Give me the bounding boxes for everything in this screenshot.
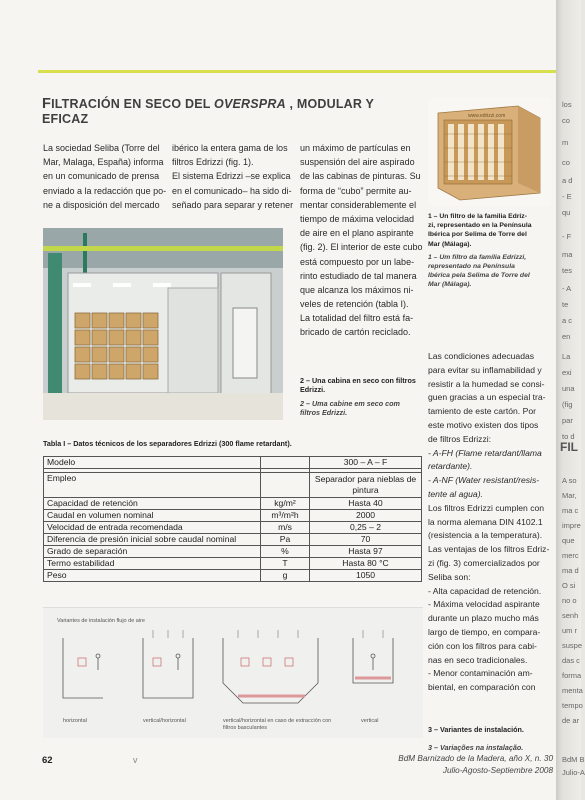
table-row: Capacidad de retención kg/m² Hasta 40 [44,498,422,510]
figure-2-caption: 2 – Una cabina en seco con filtros Edrizzi. 2 – Uma cabine em seco com filtros Edrizzi. [300,376,416,418]
table-row: Velocidad de entrada recomendada m/s 0,25 – 2 [44,522,422,534]
footer-mark: v [133,755,138,765]
page-number: 62 [42,755,53,766]
technical-data-table [43,456,422,582]
diagram-label-basculantes: vertical/horizontal en caso de extracción con filtros basculantes [223,718,332,731]
footer-journal: BdM Barnizado de la Madera, año X, n. 30 Julio-Agosto-Septiembre 2008 [398,754,553,775]
figure-3-caption: 3 – Variantes de instalación. 3 – Variações na instalação. [428,725,524,752]
accent-rule [38,70,581,73]
filter-cube-illustration [428,98,550,206]
filter-cube-photo [428,98,550,206]
table-header-row: Modelo 300 – A – F [44,457,422,469]
diagram-label-vertical: vertical [361,718,379,724]
body-column-1: La sociedad Seliba (Torre del Mar, Malaga, España) informa en un comunicado de prensa enviado a la redacción que po- ne a disposición del mercado [43,143,167,210]
table-row: Termo estabilidad T Hasta 80 °C [44,558,422,570]
table-row: Diferencia de presión inicial sobre caudal nominal Pa 70 [44,534,422,546]
body-column-3: un máximo de partículas en suspensión del aire aspirado de las cabinas de pinturas. Su forma de “cubo” permite au- mentar considerablemente el tiempo de máxima velocidad de aire en el plano aspirante (fig. 2). El interior de este cubo está compuesto por un labe- rinto estudiado de tal manera que alcanza los máximos ni- veles de retención (tabla I). La totalidad del filtro está fa- bricado de cartón reciclado. [300,143,423,338]
figure-1-caption: 1 – Un filtro de la familia Edriz- zi, representado en la Península Ibérica por Selima de Torre del Mar (Málaga). 1 – Um filtro da família Edrizzi, representado na Península Ibérica pela Selima de Torre del Mar (Málaga). [428,213,532,289]
spray-booth-illustration [43,228,283,420]
table-row: Peso g 1050 [44,570,422,582]
diagram-heading: Variantes de instalación flujo de aire [57,618,145,624]
spray-booth-photo [43,228,283,420]
body-column-2: ibérico la entera gama de los filtros Edrizzi (fig. 1). El sistema Edrizzi –se explica en el comunicado– ha sido di- señado para separar y retener [172,143,294,210]
article-title: FILTRACIÓN EN SECO DEL OVERSPRA , MODULAR Y EFICAZ [42,96,374,126]
table-row: Caudal en volumen nominal m³/m²h 2000 [44,510,422,522]
next-page-edge: FIL los co m co a d - E qu - F ma tes - A te a c en La exi una (fig par to d A so Mar, ma c impre que merc ma d O si no o senh um r suspe das c forma menta tempo de ar BdM B Julio-A [556,0,581,800]
filter-site-url: www.edrizzi.com [468,113,506,119]
body-column-4: Las condiciones adecuadas para evitar su inflamabilidad y resistir a la humedad se consi- guen gracias a un especial tra- tamiento de este cartón. Por este motivo existen dos tipos de filtros Edrizzi: - A-FH (Flame retardant/llama retardante). - A-NF (Water resistant/resis- tente al agua). Los filtros Edrizzi cumplen con la norma alemana DIN 4102.1 (resistencia a la temperatura). Las ventajas de los filtros Edriz- zi (fig. 3) comercializados por Seliba son: - Alta capacidad de retención. - Máxima velocidad aspirante durante un plazo mucho más largo de tiempo, en compara- ción con los filtros para cabi- nas en seco tradicionales. - Menor contaminación am- biental, en comparación con [428,351,550,693]
diagram-label-vertical-horizontal: vertical/horizontal [143,718,186,724]
table-row: Empleo Separador para nieblas de pintura [44,473,422,498]
next-page-heading: FIL [560,440,578,454]
table-title: Tabla I – Datos técnicos de los separadores Edrizzi (300 flame retardant). [43,439,292,448]
table-row: Grado de separación % Hasta 97 [44,546,422,558]
installation-variants-diagram [43,607,423,738]
diagram-label-horizontal: horizontal [63,718,87,724]
